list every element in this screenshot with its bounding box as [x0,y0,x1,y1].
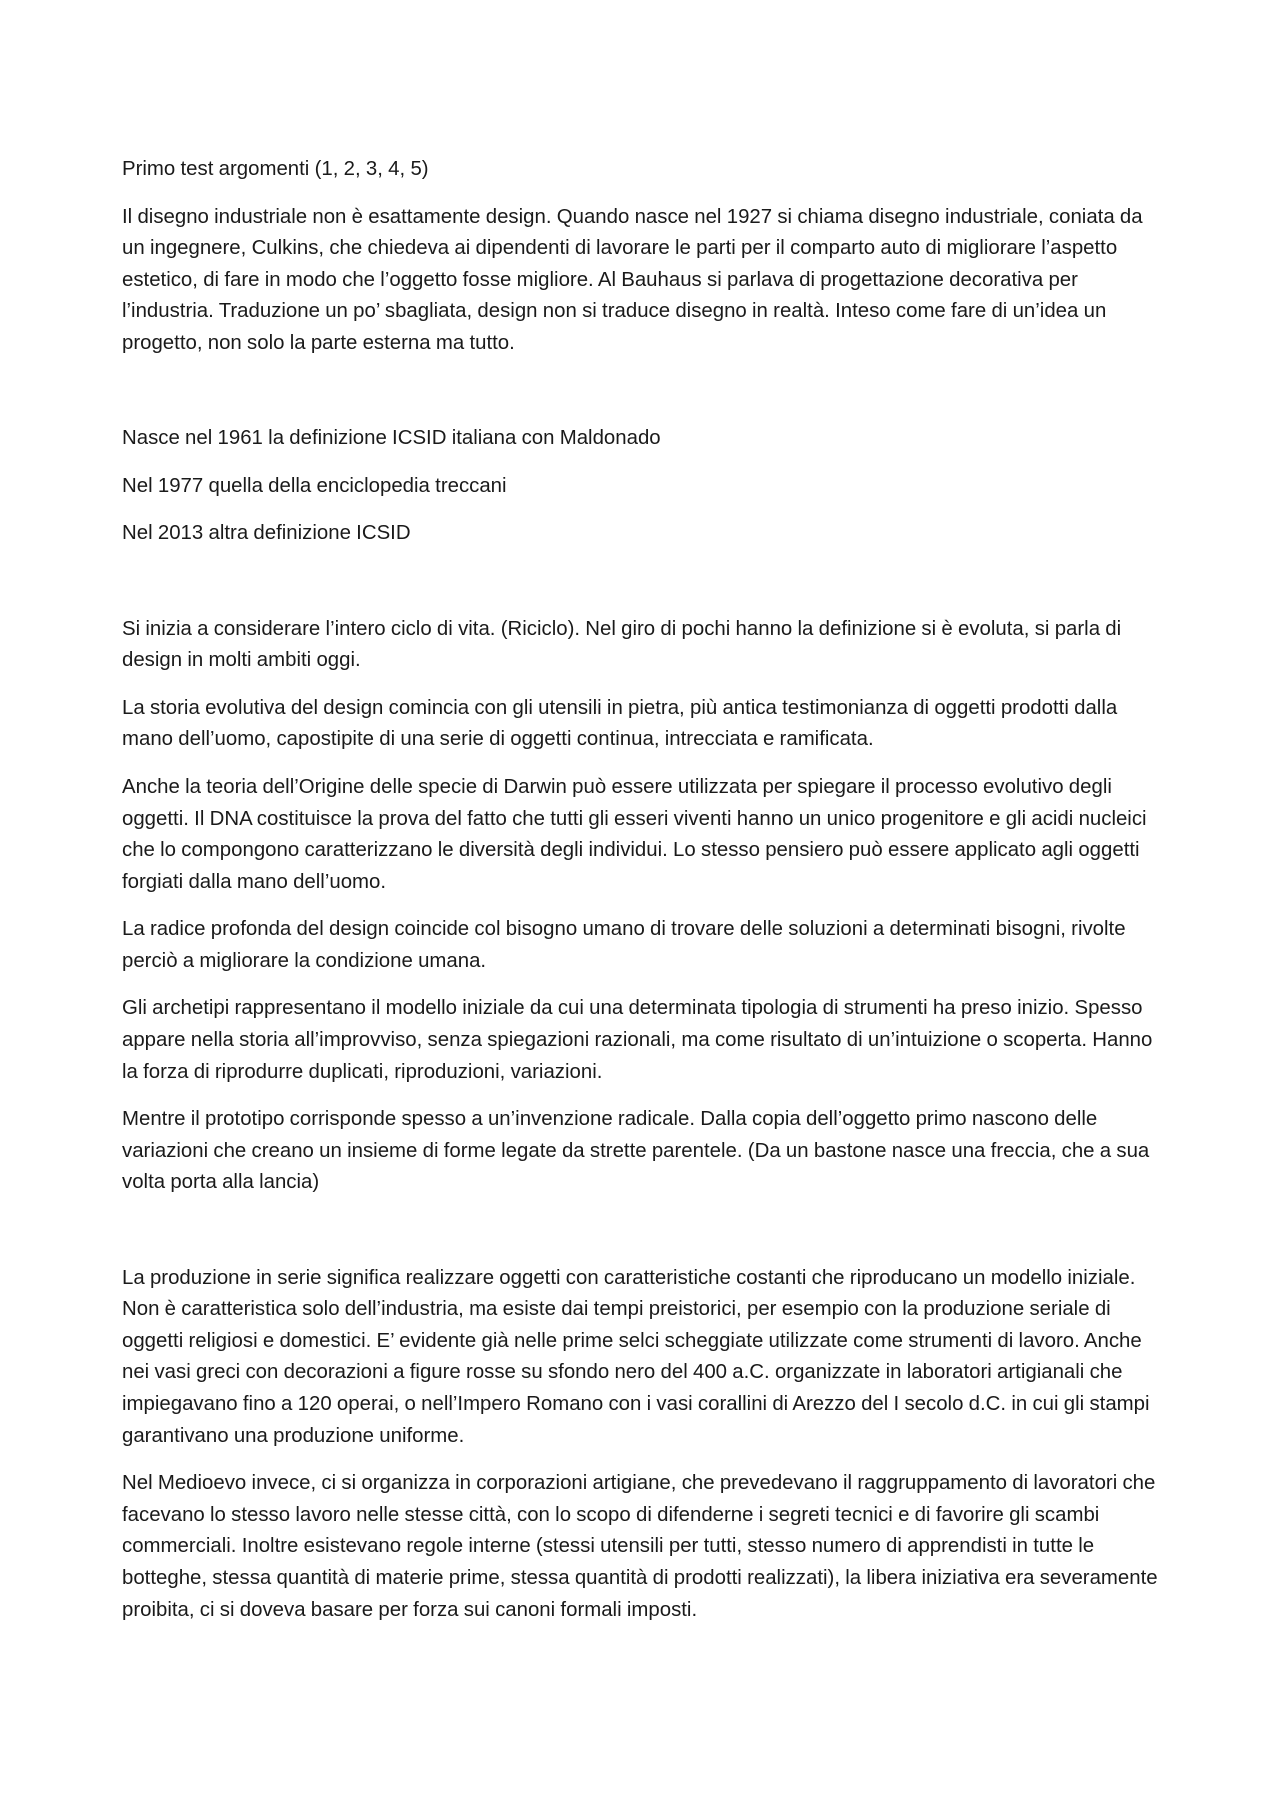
paragraph-darwin: Anche la teoria dell’Origine delle specie di Darwin può essere utilizzata per spiegare il processo evolutivo degli oggetti. Il DNA costituisce la prova del fatto che tutti gli esseri viventi hanno un unico progenitore e gli acidi nucleici che lo compongono caratterizzano le diversità degli individui. Lo stesso pensiero può essere applicato agli oggetti forgiati dalla mano dell’uomo. [122,775,1147,893]
paragraph-icsid-1961: Nasce nel 1961 la definizione ICSID italiana con Maldonado [122,427,661,450]
paragraph-icsid-2013: Nel 2013 altra definizione ICSID [122,522,411,545]
document-heading: Primo test argomenti (1, 2, 3, 4, 5) [122,158,429,180]
document-body [122,154,1167,1642]
blank-line [122,1215,1167,1247]
paragraph-archetipi: Gli archetipi rappresentano il modello iniziale da cui una determinata tipologia di strumenti ha preso inizio. Spesso appare nella storia all’improvviso, senza spiegazioni razionali, ma come risultato di un’intuizione o scoperta. Hanno la forza di riprodurre duplicati, riproduzioni, variazioni. [122,997,1153,1083]
paragraph-ciclo-di-vita: Si inizia a considerare l’intero ciclo di vita. (Riciclo). Nel giro di pochi hanno la definizione si è evoluta, si parla di design in molti ambiti oggi. [122,617,1122,672]
blank-line [122,376,1167,408]
paragraph-disegno-industriale: Il disegno industriale non è esattamente design. Quando nasce nel 1927 si chiama disegno industriale, coniata da un ingegnere, Culkins, che chiedeva ai dipendenti di lavorare le parti per il comparto auto di migliorare l’aspetto estetico, di fare in modo che l’oggetto fosse migliore. Al Bauhaus si parlava di progettazione decorativa per l’industria. Traduzione un po’ sbagliata, design non si traduce disegno in realtà. Inteso come fare di un’idea un progetto, non solo la parte esterna ma tutto. [122,205,1143,354]
paragraph-medioevo: Nel Medioevo invece, ci si organizza in corporazioni artigiane, che prevedevano il raggruppamento di lavoratori che facevano lo stesso lavoro nelle stesse città, con lo scopo di difenderne i segreti tecnici e di favorire gli scambi commerciali. Inoltre esistevano regole interne (stessi utensili per tutti, stesso numero di apprendisti in tutte le botteghe, stessa quantità di materie prime, stessa quantità di prodotti realizzati), la libera iniziativa era severamente proibita, ci si doveva basare per forza sui canoni formali imposti. [122,1472,1158,1621]
paragraph-treccani-1977: Nel 1977 quella della enciclopedia treccani [122,474,507,497]
blank-line [122,566,1167,598]
paragraph-prototipo: Mentre il prototipo corrisponde spesso a un’invenzione radicale. Dalla copia dell’oggetto primo nascono delle variazioni che creano un insieme di forme legate da strette parentele. (Da un bastone nasce una freccia, che a sua volta porta alla lancia) [122,1108,1150,1194]
paragraph-produzione-in-serie: La produzione in serie significa realizzare oggetti con caratteristiche costanti che riproducano un modello iniziale. Non è caratteristica solo dell’industria, ma esiste dai tempi preistorici, per esempio con la produzione seriale di oggetti religiosi e domestici. E’ evidente già nelle prime selci scheggiate utilizzate come strumenti di lavoro. Anche nei vasi greci con decorazioni a figure rosse su sfondo nero del 400 a.C. organizzate in laboratori artigianali che impiegavano fino a 120 operai, o nell’Impero Romano con i vasi corallini di Arezzo del I secolo d.C. in cui gli stampi garantivano una produzione uniforme. [122,1266,1150,1447]
paragraph-storia-evolutiva: La storia evolutiva del design comincia con gli utensili in pietra, più antica testimonianza di oggetti prodotti dalla mano dell’uomo, capostipite di una serie di oggetti continua, intrecciata e ramificata. [122,696,1118,751]
paragraph-radice-design: La radice profonda del design coincide col bisogno umano di trovare delle soluzioni a determinati bisogni, rivolte perciò a migliorare la condizione umana. [122,918,1126,972]
